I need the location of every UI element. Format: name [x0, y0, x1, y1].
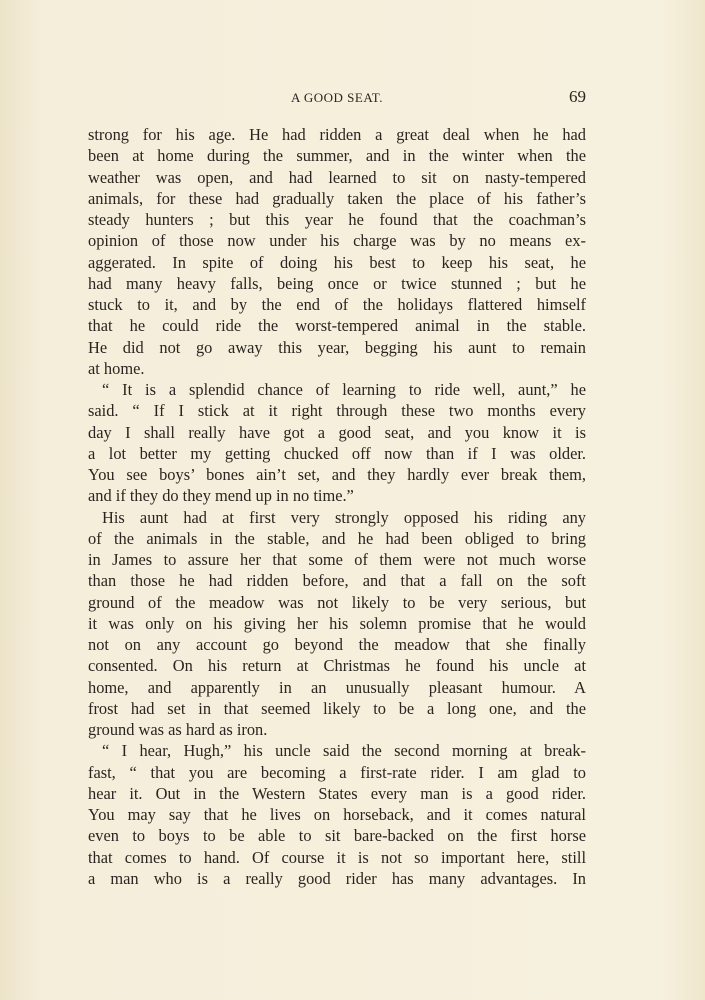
text-line: steady hunters ; but this year he found that the coachman’s — [88, 210, 586, 229]
text-line: that comes to hand. Of course it is not so important here, still — [88, 847, 586, 867]
text-line: You see boys’ bones ain’t set, and they hardly ever break them, — [88, 465, 586, 484]
text-line: frost had set in that seemed likely to be a long one, and the — [88, 698, 586, 718]
text-line: stuck to it, and by the end of the holidays flattered himself — [88, 295, 586, 314]
text-line: aggerated. In spite of doing his best to keep his seat, he — [88, 252, 586, 272]
text-line: had many heavy falls, being once or twice stunned ; but he — [88, 273, 586, 293]
text-line: in James to assure her that some of them were not much worse — [88, 550, 586, 569]
text-line: not on any account go beyond the meadow that she finally — [88, 635, 586, 654]
text-line: day I shall really have got a good seat, and you know it is — [88, 422, 586, 442]
body-text — [88, 124, 586, 889]
text-line: “ I hear, Hugh,” his uncle said the second morning at break- — [102, 741, 586, 761]
text-line: animals, for these had gradually taken the place of his father’s — [88, 188, 586, 208]
text-line: than those he had ridden before, and that a fall on the soft — [88, 571, 586, 591]
text-line: even to boys to be able to sit bare-backed on the first horse — [88, 826, 586, 846]
text-line: ground was as hard as iron. — [88, 720, 268, 739]
text-line: it was only on his giving her his solemn promise that he would — [88, 613, 586, 633]
running-title: A GOOD SEAT. — [290, 90, 384, 105]
text-line: He did not go away this year, begging his aunt to remain — [88, 337, 586, 357]
text-line: weather was open, and had learned to sit on nasty-tempered — [88, 167, 586, 187]
text-line: that he could ride the worst-tempered animal in the stable. — [88, 316, 586, 336]
text-line: said. “ If I stick at it right through these two months every — [88, 401, 586, 421]
text-line: consented. On his return at Christmas he found his uncle at — [88, 656, 586, 676]
text-line: ground of the meadow was not likely to be very serious, but — [88, 592, 586, 612]
text-line: strong for his age. He had ridden a great deal when he had — [88, 125, 586, 144]
text-line: and if they do they mend up in no time.” — [88, 486, 354, 506]
text-line: home, and apparently in an unusually pleasant humour. A — [88, 677, 586, 697]
text-line: of the animals in the stable, and he had been obliged to bring — [88, 528, 586, 548]
text-line: “ It is a splendid chance of learning to ride well, aunt,” he — [102, 380, 586, 399]
page-header — [88, 87, 586, 111]
text-line: been at home during the summer, and in the winter when the — [88, 146, 586, 166]
text-line: hear it. Out in the Western States every man is a good rider. — [88, 783, 586, 803]
text-line: a man who is a really good rider has many advantages. In — [88, 868, 586, 888]
page-number: 69 — [569, 87, 586, 106]
text-line: a lot better my getting chucked off now than if I was older. — [88, 443, 586, 463]
text-line: at home. — [88, 358, 145, 378]
text-line: You may say that he lives on horseback, and it comes natural — [88, 805, 586, 824]
text-line: opinion of those now under his charge was by no means ex- — [88, 231, 586, 251]
text-line: fast, “ that you are becoming a first-rate rider. I am glad to — [88, 762, 586, 782]
text-line: His aunt had at first very strongly opposed his riding any — [102, 507, 586, 527]
